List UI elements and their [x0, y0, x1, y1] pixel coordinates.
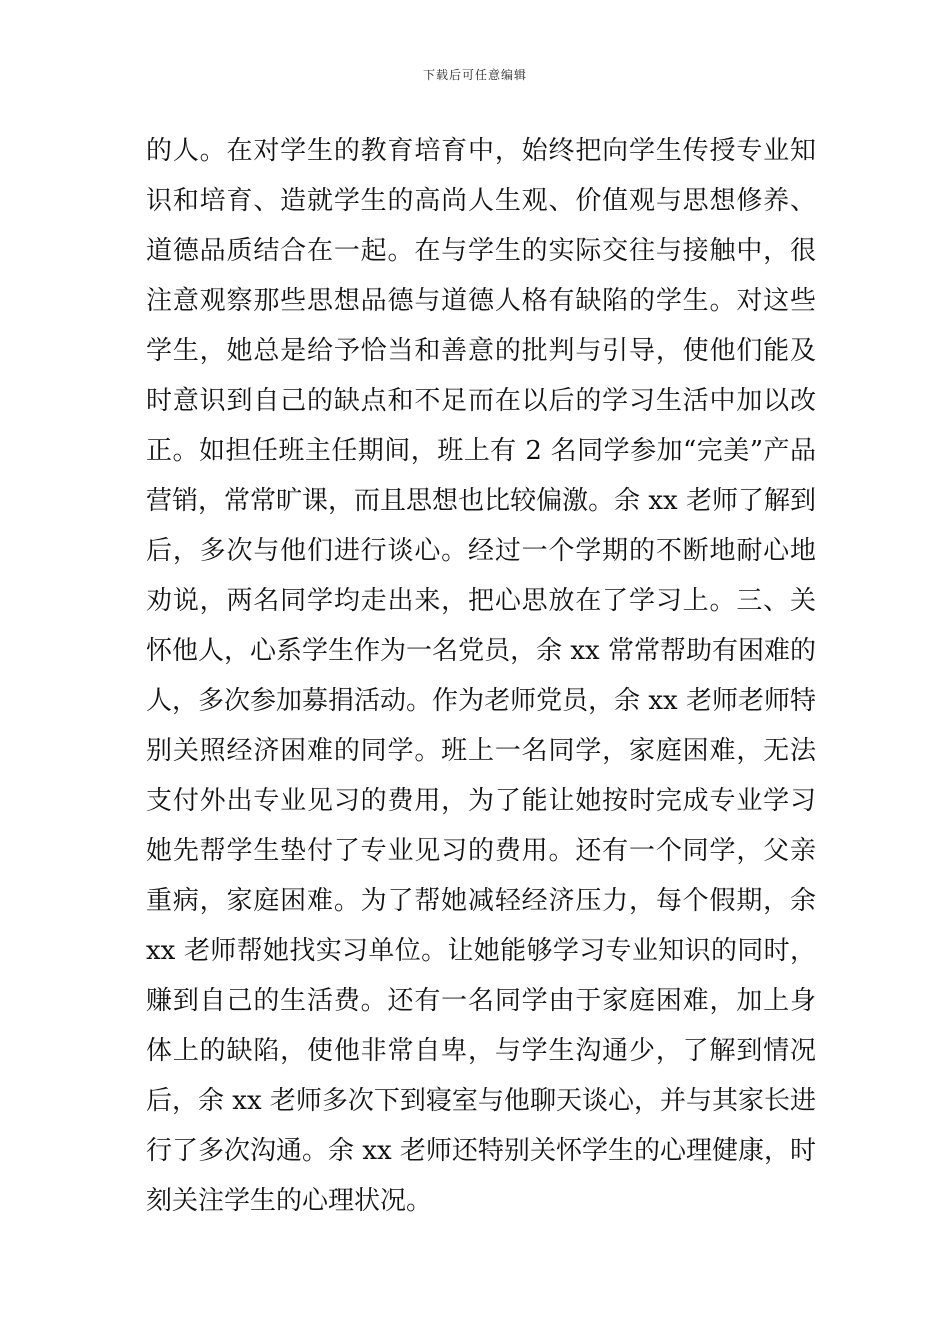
body-line-last: 刻关注学生的心理状况。 [146, 1186, 433, 1216]
body-line: 营销，常常旷课，而且思想也比较偏激。余 xx 老师了解到 [146, 486, 816, 516]
body-line: 劝说，两名同学均走出来，把心思放在了学习上。三、关 [146, 586, 816, 616]
body-line: 别关照经济困难的同学。班上一名同学，家庭困难，无法 [146, 736, 816, 766]
body-line: 支付外出专业见习的费用，为了能让她按时完成专业学习 [146, 786, 816, 816]
body-line: 正。如担任班主任期间，班上有 2 名同学参加“完美”产品 [146, 436, 816, 466]
body-line: 注意观察那些思想品德与道德人格有缺陷的学生。对这些 [146, 286, 816, 316]
body-line: 体上的缺陷，使他非常自卑，与学生沟通少，了解到情况 [146, 1036, 816, 1066]
body-line: 怀他人，心系学生作为一名党员，余 xx 常常帮助有困难的 [146, 636, 816, 666]
body-line: 重病，家庭困难。为了帮她减轻经济压力，每个假期，余 [146, 886, 816, 916]
body-line: 赚到自己的生活费。还有一名同学由于家庭困难，加上身 [146, 986, 816, 1016]
body-line: 识和培育、造就学生的高尚人生观、价值观与思想修养、 [146, 186, 816, 216]
body-line: 时意识到自己的缺点和不足而在以后的学习生活中加以改 [146, 386, 816, 416]
body-line: 道德品质结合在一起。在与学生的实际交往与接触中，很 [146, 236, 816, 266]
page-header-note: 下载后可任意编辑 [422, 68, 527, 82]
body-line: 学生，她总是给予恰当和善意的批判与引导，使他们能及 [146, 336, 816, 366]
body-line: xx 老师帮她找实习单位。让她能够学习专业知识的同时， [146, 936, 816, 966]
body-line: 人，多次参加募捐活动。作为老师党员，余 xx 老师老师特 [146, 686, 816, 716]
body-line: 的人。在对学生的教育培育中，始终把向学生传授专业知 [146, 136, 816, 166]
body-line: 后，余 xx 老师多次下到寝室与他聊天谈心，并与其家长进 [146, 1086, 816, 1116]
body-line: 行了多次沟通。余 xx 老师还特别关怀学生的心理健康，时 [146, 1136, 816, 1166]
body-line: 她先帮学生垫付了专业见习的费用。还有一个同学，父亲 [146, 836, 816, 866]
document-body [146, 126, 816, 1226]
body-line: 后，多次与他们进行谈心。经过一个学期的不断地耐心地 [146, 536, 816, 566]
